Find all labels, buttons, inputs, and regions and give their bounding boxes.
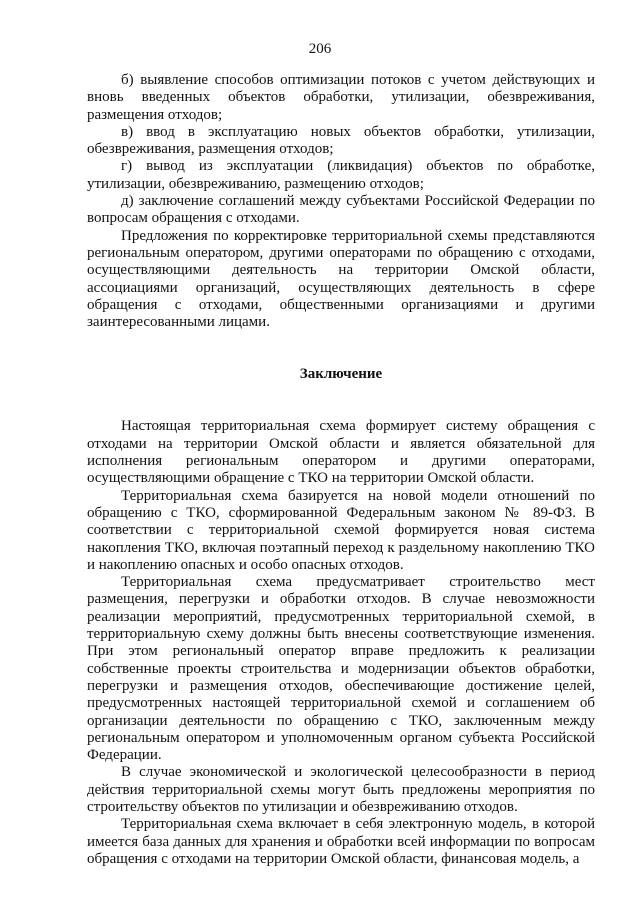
section-heading: Заключение	[299, 366, 383, 383]
paragraph-v: в) ввод в эксплуатацию новых объектов обработки, утилизации, обезвреживания, размещения отходов;	[87, 123, 595, 158]
paragraph-conclusion-3: Территориальная схема предусматривает строительство мест размещения, перегрузки и обработки отходов. В случае невозможности реализации мероприятий, предусмотренных территориальной схемой, в территориальную схему должны быть внесены соответствующие изменения. При этом региональный оператор вправе предложить к реализации собственные проекты строительства и модернизации объектов обработки, перегрузки и размещения отходов, обеспечивающие достижение целей, предусмотренных настоящей территориальной схемой и соглашением об организации деятельности по обращению с ТКО, заключенным между региональным оператором и уполномоченным органом субъекта Российской Федерации.	[87, 574, 595, 764]
paragraph-g: г) вывод из эксплуатации (ликвидация) объектов по обработке, утилизации, обезвреживанию, размещению отходов;	[87, 158, 595, 192]
document-body	[87, 72, 595, 868]
page-number: 206	[308, 41, 332, 57]
paragraph-d: д) заключение соглашений между субъектами Российской Федерации по вопросам обращения с отходами.	[87, 193, 595, 227]
paragraph-conclusion-5: Территориальная схема включает в себя электронную модель, в которой имеется база данных для хранения и обработки всей информации по вопросам обращения с отходами на территории Омской области, финансовая модель, а	[87, 816, 595, 867]
paragraph-b: б) выявление способов оптимизации потоков с учетом действующих и вновь введенных объектов обработки, утилизации, обезвреживания, размещения отходов;	[87, 72, 595, 123]
paragraph-conclusion-2: Территориальная схема базируется на новой модели отношений по обращению с ТКО, сформированной Федеральным законом № 89-ФЗ. В соответствии с территориальной схемой формируется новая система накопления ТКО, включая поэтапный переход к раздельному накоплению ТКО и накоплению опасных и особо опасных отходов.	[87, 487, 595, 573]
paragraph-proposals: Предложения по корректировке территориальной схемы представляются региональным оператором, другими операторами по обращению с отходами, осуществляющими деятельность на территории Омской области, ассоциациями организаций, осуществляющих деятельность в сфере обращения с отходами, общественными организациями и другими заинтересованными лицами.	[87, 227, 595, 331]
paragraph-conclusion-1: Настоящая территориальная схема формирует систему обращения с отходами на территории Омской области и является обязательной для исполнения региональным оператором и другими операторами, осуществляющими обращение с ТКО на территории Омской области.	[87, 418, 595, 487]
paragraph-conclusion-4: В случае экономической и экологической целесообразности в период действия территориальной схемы могут быть предложены мероприятия по строительству объектов по утилизации и обезвреживанию отходов.	[87, 764, 595, 815]
